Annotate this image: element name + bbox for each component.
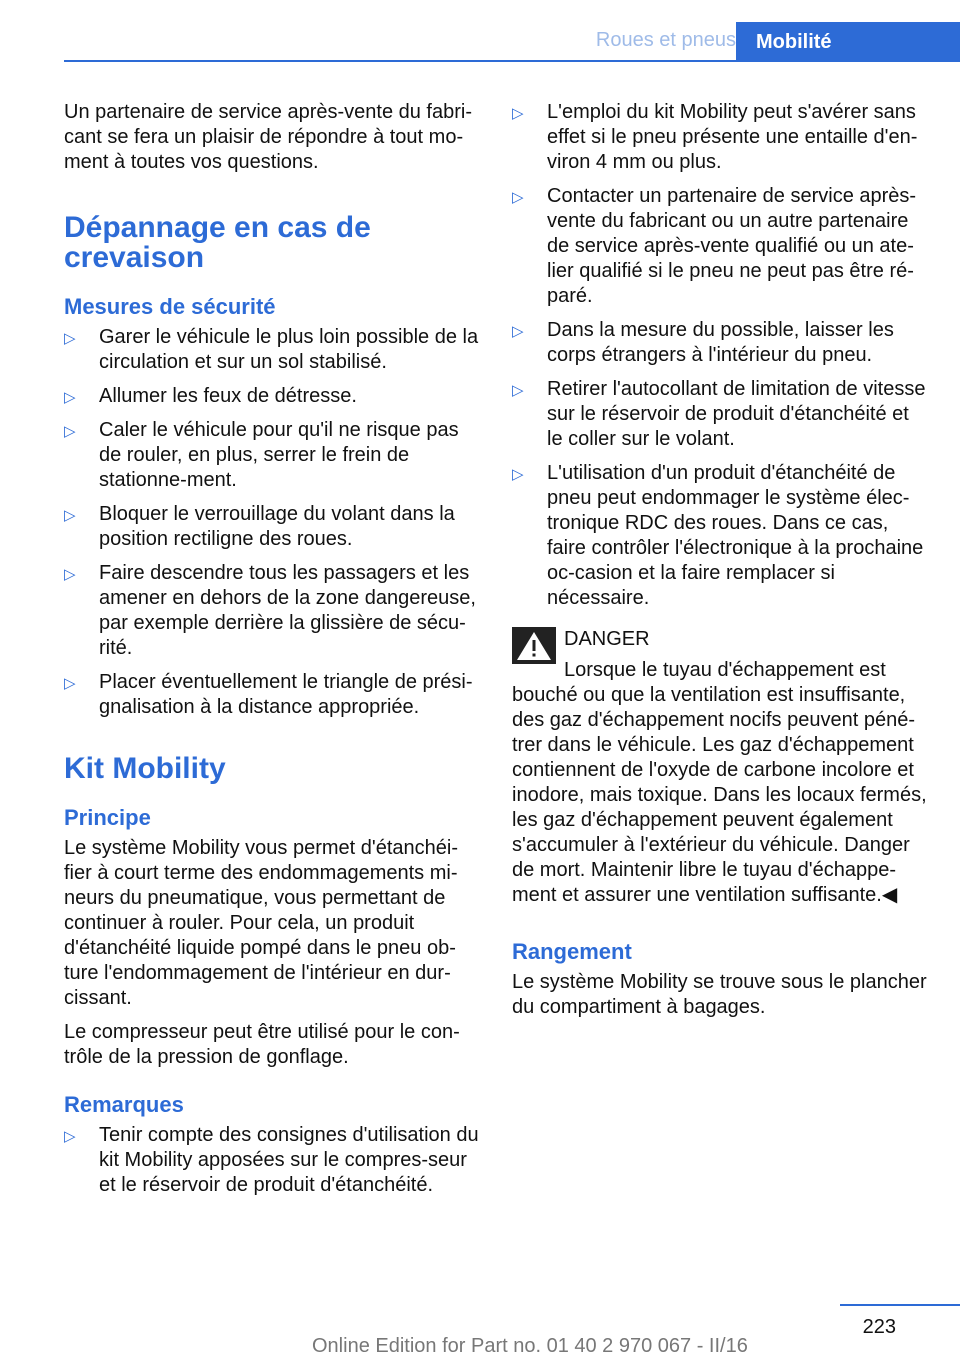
list-item-text: Contacter un partenaire de service après-vente du fabricant ou un autre partenaire de service après-vente qualifié ou un ate‐lier qualifié si le pneu ne peut pas être ré‐paré. — [547, 185, 917, 307]
triangle-bullet-icon: ▷ — [512, 189, 524, 206]
left-column — [64, 100, 480, 1207]
triangle-bullet-icon: ▷ — [512, 466, 524, 483]
header-rule — [64, 60, 960, 62]
safety-list — [64, 325, 480, 720]
list-item — [64, 325, 480, 375]
list-item — [64, 670, 480, 720]
triangle-bullet-icon: ▷ — [64, 330, 76, 347]
header-section-title: Roues et pneus — [595, 29, 736, 51]
page-header — [64, 0, 960, 61]
list-item — [512, 377, 928, 452]
warning-triangle-icon — [512, 627, 556, 664]
list-item — [64, 1123, 480, 1198]
danger-title: DANGER — [564, 628, 650, 650]
list-item — [512, 100, 928, 175]
list-item-text: Dans la mesure du possible, laisser les corps étrangers à l'intérieur du pneu. — [547, 319, 894, 366]
storage-paragraph: Le système Mobility se trouve sous le plancher du compartiment à bagages. — [512, 971, 927, 1018]
triangle-bullet-icon: ▷ — [64, 675, 76, 692]
edition-footer: Online Edition for Part no. 01 40 2 970 067 - II/16 — [312, 1335, 748, 1357]
list-item-text: Caler le véhicule pour qu'il ne risque pas de rouler, en plus, serrer le frein de stationne‐ment. — [99, 419, 459, 491]
header-chapter-tab: Mobilité — [736, 22, 960, 62]
list-item-text: L'utilisation d'un produit d'étanchéité de pneu peut endommager le système élec‐tronique RDC des roues. Dans ce cas, faire contrôler l'électronique à la prochaine oc‐casion et la faire remplacer si nécessaire. — [547, 462, 924, 609]
remarks-list-continued — [512, 100, 928, 611]
list-item — [512, 461, 928, 611]
heading-principle: Principe — [64, 805, 151, 830]
triangle-bullet-icon: ▷ — [64, 1128, 76, 1145]
remarks-list — [64, 1123, 480, 1198]
heading-storage: Rangement — [512, 939, 632, 964]
principle-paragraph-2: Le compresseur peut être utilisé pour le con‐trôle de la pression de gonflage. — [64, 1021, 460, 1068]
triangle-bullet-icon: ▷ — [512, 105, 524, 122]
footer-rule — [840, 1304, 960, 1306]
list-item-text: L'emploi du kit Mobility peut s'avérer sans effet si le pneu présente une entaille d'en‐viron 4 mm ou plus. — [547, 101, 918, 173]
list-item — [512, 184, 928, 309]
heading-remarks: Remarques — [64, 1092, 184, 1117]
danger-text: Lorsque le tuyau d'échappement est bouché ou que la ventilation est insuffisante, des gaz d'échappement nocifs peuvent péné‐trer dans le véhicule. Les gaz d'échappement contiennent de l'oxyde de carbone incolore et inodore, mais toxique. Dans les locaux fermés, les gaz d'échappement peuvent également s'accumuler à l'extérieur du véhicule. Danger de mort. Maintenir libre le tuyau d'échappe‐ment et assurer une ventilation suffisante.◀ — [512, 659, 927, 906]
right-column — [512, 100, 928, 1029]
list-item-text: Faire descendre tous les passagers et les amener en dehors de la zone dangereuse, par exemple derrière la glissière de sécu‐rité. — [99, 562, 476, 659]
list-item — [64, 418, 480, 493]
intro-paragraph: Un partenaire de service après-vente du fabri‐cant se fera un plaisir de répondre à tout mo‐ment à toutes vos questions. — [64, 101, 472, 173]
list-item-text: Placer éventuellement le triangle de prési‐gnalisation à la distance appropriée. — [99, 671, 473, 718]
list-item — [64, 502, 480, 552]
list-item-text: Garer le véhicule le plus loin possible de la circulation et sur un sol stabilisé. — [99, 326, 479, 373]
list-item-text: Bloquer le verrouillage du volant dans la position rectiligne des roues. — [99, 503, 455, 550]
triangle-bullet-icon: ▷ — [64, 423, 76, 440]
list-item-text: Retirer l'autocollant de limitation de vitesse sur le réservoir de produit d'étanchéité et le coller sur le volant. — [547, 378, 926, 450]
heading-safety: Mesures de sécurité — [64, 294, 276, 319]
heading-puncture: Dépannage en cas de crevaison — [64, 211, 371, 274]
list-item — [512, 318, 928, 368]
list-item — [64, 384, 480, 409]
list-item-text: Tenir compte des consignes d'utilisation du kit Mobility apposées sur le compres‐seur et le réservoir de produit d'étanchéité. — [99, 1124, 479, 1196]
principle-paragraph-1: Le système Mobility vous permet d'étanchéi‐fier à court terme des endommagements mi‐neurs du pneumatique, vous permettant de continuer à rouler. Pour cela, un produit d'étanchéité liquide pompé dans le pneu ob‐ture l'endommagement de l'intérieur en dur‐cissant. — [64, 837, 458, 1009]
list-item — [64, 561, 480, 661]
triangle-bullet-icon: ▷ — [64, 566, 76, 583]
triangle-bullet-icon: ▷ — [512, 323, 524, 340]
danger-notice — [512, 627, 928, 908]
triangle-bullet-icon: ▷ — [512, 382, 524, 399]
list-item-text: Allumer les feux de détresse. — [99, 385, 357, 407]
triangle-bullet-icon: ▷ — [64, 507, 76, 524]
triangle-bullet-icon: ▷ — [64, 389, 76, 406]
heading-kit-mobility: Kit Mobility — [64, 752, 226, 785]
page-number: 223 — [862, 1316, 896, 1338]
